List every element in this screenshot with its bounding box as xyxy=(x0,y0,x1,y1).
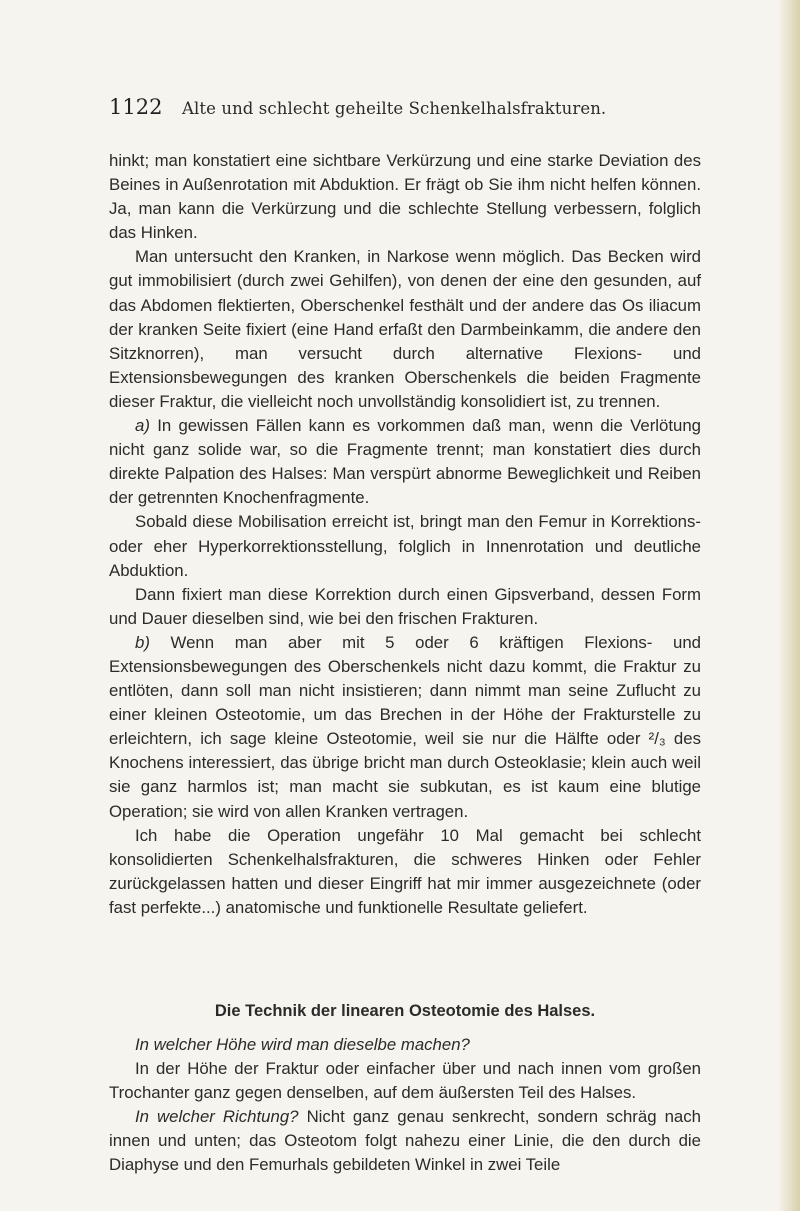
paragraph-3 xyxy=(109,414,701,510)
question-2: In welcher Richtung? xyxy=(135,1107,299,1127)
paragraph-2: Man untersucht den Kranken, in Narkose wenn möglich. Das Becken wird gut immobilisiert (durch zwei Gehilfen), von denen der eine den gesunden, auf das Abdomen flektierten, Oberschenkel festhält und der andere das Os iliacum der kranken Seite fixiert (eine Hand erfaßt den Darmbeinkamm, die andere den Sitzknorren), man versucht durch alternative Flexions- und Extensionsbewegungen des kranken Oberschenkels die beiden Fragmente dieser Fraktur, die vielleicht noch unvollständig konsolidiert ist, zu trennen. xyxy=(109,247,701,411)
paragraph-6 xyxy=(109,631,701,824)
paragraph-5: Dann fixiert man diese Korrektion durch einen Gipsverband, dessen Form und Dauer dieselben sind, wie bei den frischen Frakturen. xyxy=(109,584,701,628)
answer-2: Nicht ganz genau senkrecht, sondern schräg nach innen und unten; das Osteotom folgt nahezu einer Linie, die den durch die Diaphyse und den Femurhals gebildeten Winkel in zwei Teile xyxy=(109,1107,701,1175)
page-edge-shadow xyxy=(778,0,800,1211)
list-marker-a: a) xyxy=(135,416,150,436)
question-1: In welcher Höhe wird man dieselbe machen? xyxy=(135,1035,470,1054)
paragraph-3-text: In gewissen Fällen kann es vorkommen daß man, wenn die Verlötung nicht ganz solide war, so die Fragmente trennt; man konstatiert dies durch direkte Palpation des Halses: Man verspürt abnorme Beweglichkeit und Reiben der getrennten Knochenfragmente. xyxy=(109,416,701,508)
paragraph-7: Ich habe die Operation ungefähr 10 Mal gemacht bei schlecht konsolidierten Schenkelhalsfrakturen, die schweres Hinken oder Fehler zurückgelassen hatten und dieser Eingriff hat mir immer ausgezeichnete (oder fast perfekte...) anatomische und funktionelle Resultate geliefert. xyxy=(109,825,701,917)
page-number: 1122 xyxy=(109,95,163,119)
main-text xyxy=(109,149,701,920)
list-marker-b: b) xyxy=(135,632,150,652)
paragraph-1: hinkt; man konstatiert eine sichtbare Verkürzung und eine starke Deviation des Beines in Außenrotation mit Abduktion. Er frägt ob Sie ihm nicht helfen können. Ja, man kann die Verkürzung und die schlechte Stellung verbessern, folglich das Hinken. xyxy=(109,151,701,243)
paragraph-6-text: Wenn man aber mit 5 oder 6 kräftigen Flexions- und Extensionsbewegungen des Oberschenkels nicht dazu kommt, die Fraktur zu entlöten, dann soll man nicht insistieren; dann nimmt man seine Zuflucht zu einer kleinen Osteotomie, um das Brechen in der Höhe der Frakturstelle zu erleichtern, ich sage kleine Osteotomie, weil sie nur die Hälfte oder ²/₃ des Knochens interessiert, das übrige bricht man durch Osteoklasie; klein auch weil sie ganz harmlos ist; man macht sie subkutan, es ist kaum eine blutige Operation; sie wird von allen Kranken vertragen. xyxy=(109,632,701,821)
running-title: Alte und schlecht geheilte Schenkelhalsfrakturen. xyxy=(182,99,607,118)
section-text xyxy=(109,1033,701,1178)
paragraph-4: Sobald diese Mobilisation erreicht ist, bringt man den Femur in Korrektions- oder eher Hyperkorrektionsstellung, folglich in Innenrotation und deutliche Abduktion. xyxy=(109,512,701,580)
page-header xyxy=(109,94,709,122)
section-heading: Die Technik der linearen Osteotomie des Halses. xyxy=(214,1002,596,1020)
answer-1: In der Höhe der Fraktur oder einfacher über und nach innen vom großen Trochanter ganz gegen denselben, auf dem äußersten Teil des Halses. xyxy=(109,1059,701,1103)
question-answer-2 xyxy=(109,1105,701,1177)
